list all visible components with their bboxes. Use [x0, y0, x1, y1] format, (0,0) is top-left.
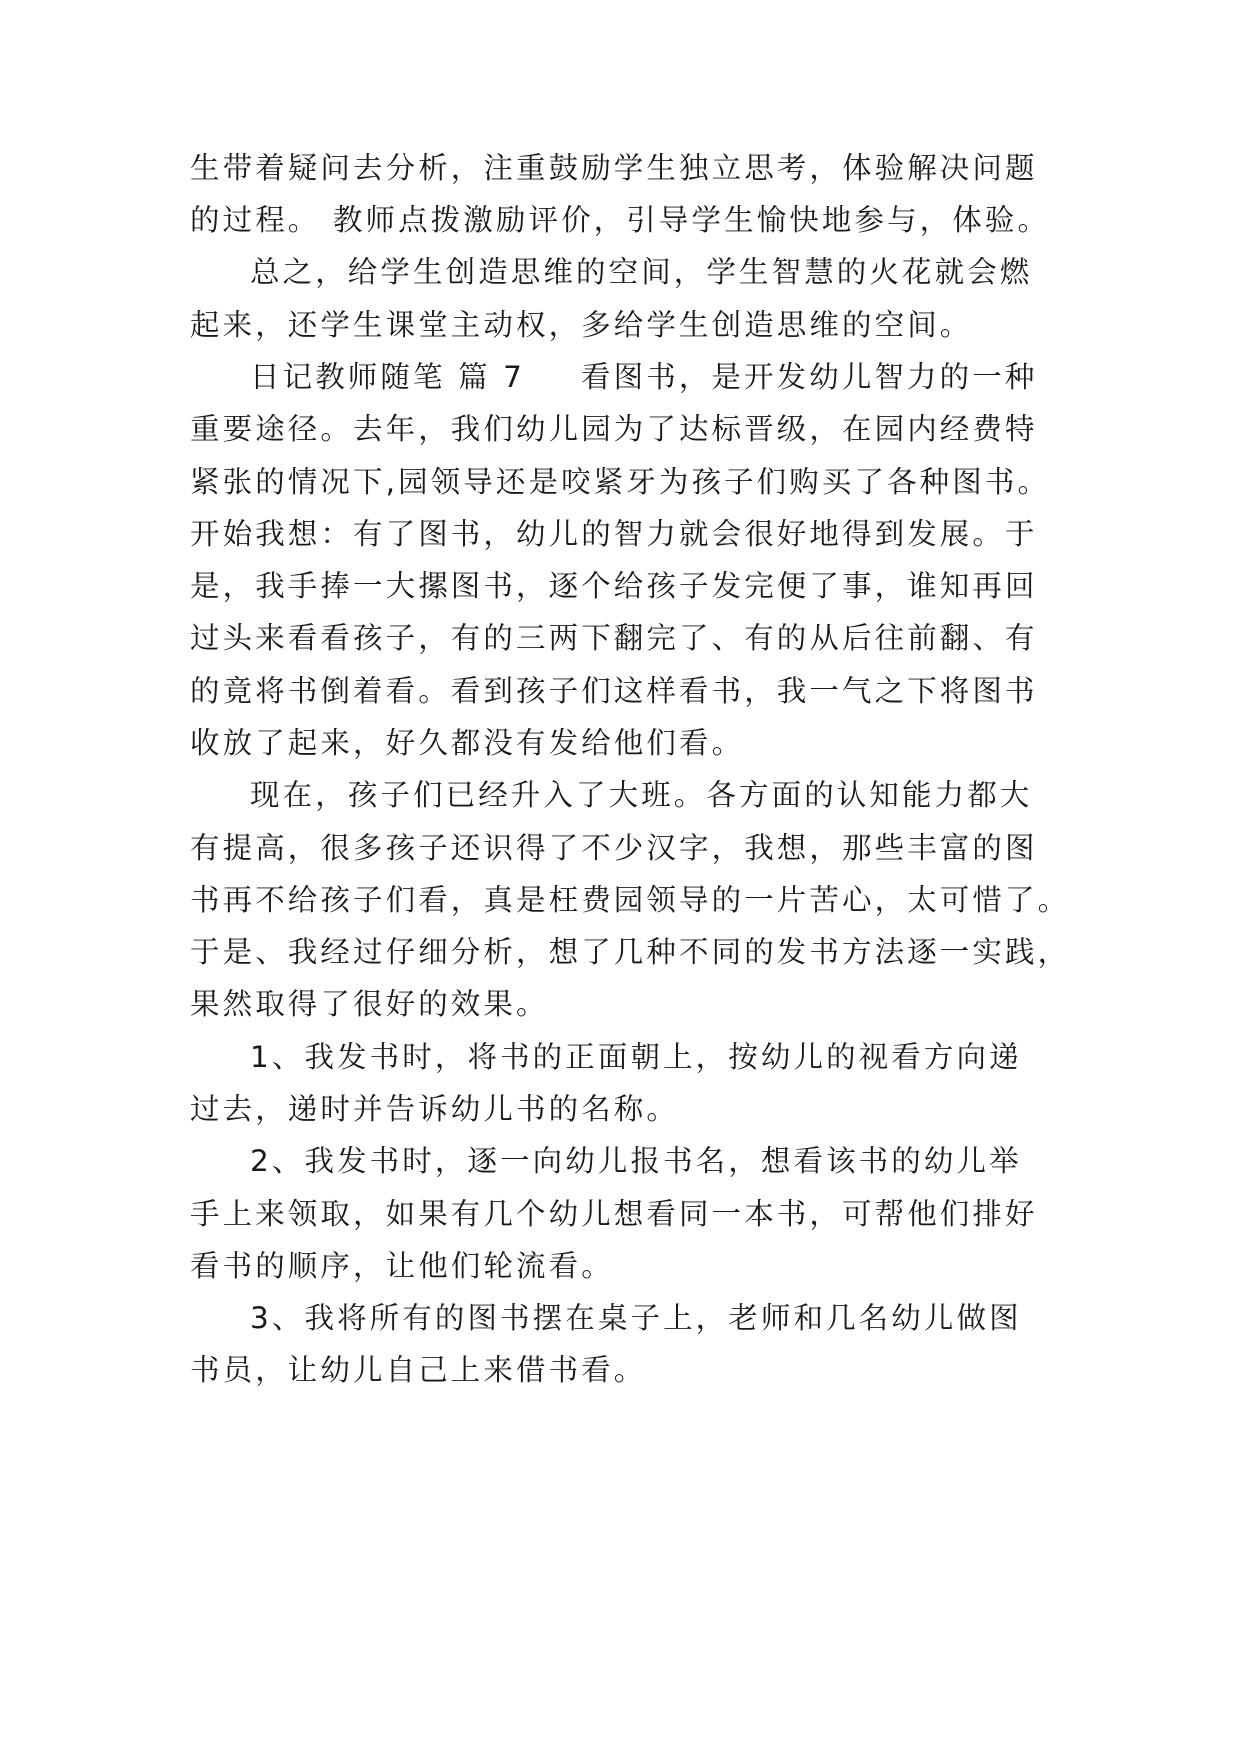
list-item-1-start: 1、我发书时，将书的正面朝上，按幼儿的视看方向递: [250, 1040, 1022, 1074]
paragraph-start-text: 看图书，是开发幼儿智力的一种: [581, 360, 1038, 394]
text-line: 书员，让幼儿自己上来借书看。: [190, 1353, 647, 1387]
text-line: 重要途径。去年，我们幼儿园为了达标晋级，在园内经费特: [190, 412, 1038, 446]
paragraph-start-line: 现在，孩子们已经升入了大班。各方面的认知能力都大: [250, 778, 1033, 812]
text-line: 于是、我经过仔细分析，想了几种不同的发书方法逐一实践，: [190, 935, 1071, 969]
list-item-3-start: 3、我将所有的图书摆在桌子上，老师和几名幼儿做图: [250, 1301, 1022, 1335]
paragraph-start-line: 总之，给学生创造思维的空间，学生智慧的火花就会燃: [250, 255, 1033, 289]
text-line: 过去，递时并告诉幼儿书的名称。: [190, 1092, 680, 1126]
text-line: 手上来领取，如果有几个幼儿想看同一本书，可帮他们排好: [190, 1197, 1038, 1231]
text-line: 的过程。 教师点拨激励评价，引导学生愉快地参与，体验。: [190, 203, 1051, 237]
text-line: 生带着疑问去分析，注重鼓励学生独立思考，体验解决问题: [190, 151, 1038, 185]
list-item-2-start: 2、我发书时，逐一向幼儿报书名，想看该书的幼儿举: [250, 1144, 1022, 1178]
text-line: 书再不给孩子们看，真是枉费园领导的一片苦心，太可惜了。: [190, 883, 1071, 917]
text-line: 的竟将书倒着看。看到孩子们这样看书，我一气之下将图书: [190, 674, 1038, 708]
text-line: 紧张的情况下,园领导还是咬紧牙为孩子们购买了各种图书。: [190, 465, 1051, 499]
text-line: 果然取得了很好的效果。: [190, 987, 549, 1021]
section-heading: 日记教师随笔 篇 7: [250, 360, 526, 394]
text-line: 是，我手捧一大摞图书，逐个给孩子发完便了事，谁知再回: [190, 569, 1038, 603]
text-line: 过头来看看孩子，有的三两下翻完了、有的从后往前翻、有: [190, 621, 1038, 655]
text-line: 起来，还学生课堂主动权，多给学生创造思维的空间。: [190, 308, 973, 342]
section-heading-line: [250, 357, 1037, 397]
text-line: 收放了起来，好久都没有发给他们看。: [190, 726, 745, 760]
text-line: 有提高，很多孩子还识得了不少汉字，我想，那些丰富的图: [190, 831, 1038, 865]
text-line: 看书的顺序，让他们轮流看。: [190, 1249, 614, 1283]
text-line: 开始我想：有了图书，幼儿的智力就会很好地得到发展。于: [190, 517, 1038, 551]
